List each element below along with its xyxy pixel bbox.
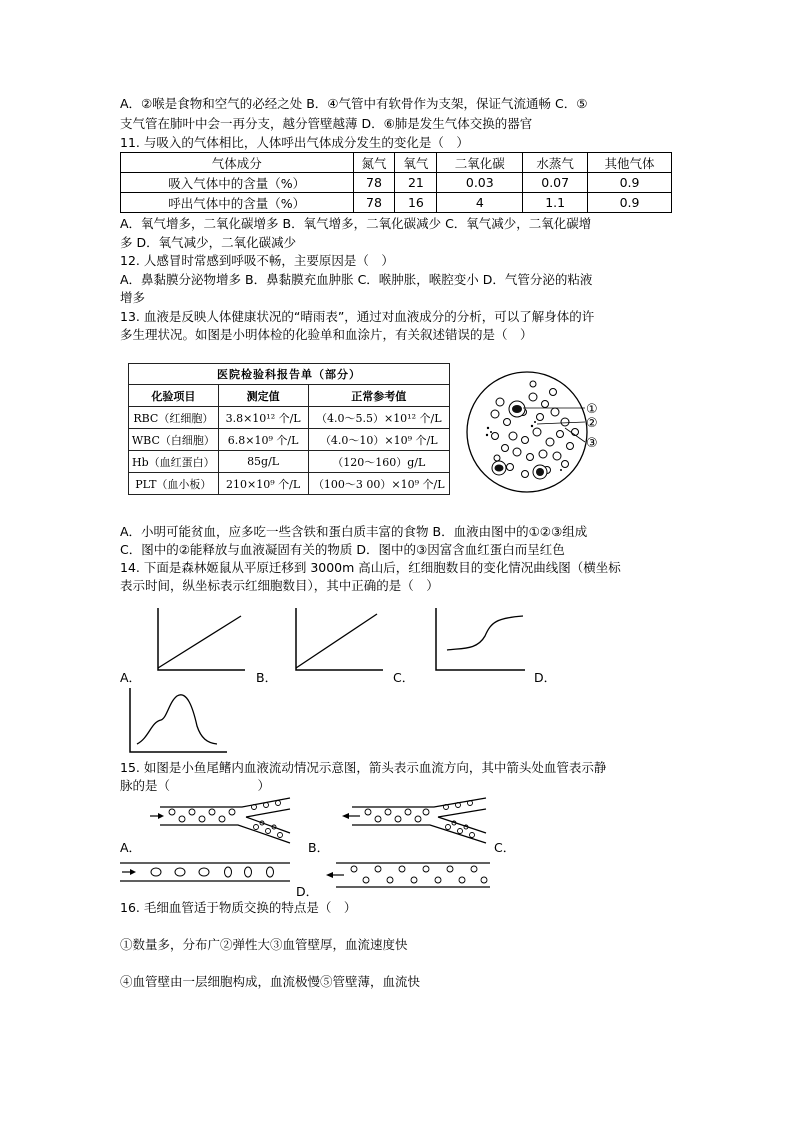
table-row xyxy=(129,429,450,451)
q12-question: 12. 人感冒时常感到呼吸不畅，主要原因是（ ） xyxy=(120,253,394,268)
table-cell: WBC（白细胞） xyxy=(129,429,219,451)
table-cell: 16 xyxy=(395,193,437,213)
q11-table-header-row xyxy=(121,153,672,173)
table-row xyxy=(129,407,450,429)
header-cell: 氮气 xyxy=(353,153,395,173)
table-cell: 0.07 xyxy=(523,173,588,193)
blood-cells xyxy=(365,801,475,838)
blood-cells xyxy=(169,801,283,838)
q13-question-line1: 13. 血液是反映人体健康状况的“晴雨表”，通过对血液成分的分析，可以了解身体的许 xyxy=(120,309,595,324)
header-cell: 气体成分 xyxy=(121,153,354,173)
table-row xyxy=(121,173,672,193)
q14-label-a: A． xyxy=(120,670,142,685)
q15-question-line2: 脉的是（ ） xyxy=(120,778,271,793)
vessel-diagram-a xyxy=(150,797,295,845)
q14-label-b: B． xyxy=(256,670,278,685)
q13-options-line2: C．图中的②能释放与血液凝固有关的物质 D．图中的③因富含血红蛋白而呈红色 xyxy=(120,542,565,557)
table-cell: Hb（血红蛋白） xyxy=(129,451,219,473)
q15-label-d: D． xyxy=(296,884,319,899)
table-cell: 78 xyxy=(353,173,395,193)
q12-options-line2: 增多 xyxy=(120,290,146,305)
q13-question-line2: 多生理状况。如图是小明体检的化验单和血涂片，有关叙述错误的是（ ） xyxy=(120,327,533,342)
table-cell: 85g/L xyxy=(218,451,308,473)
header-cell: 正常参考值 xyxy=(308,385,450,407)
white-blood-cells xyxy=(492,401,547,479)
q11-gas-table xyxy=(120,152,672,213)
q15-label-a: A． xyxy=(120,840,142,855)
table-row xyxy=(121,193,672,213)
graph-c xyxy=(433,608,525,672)
q11-question: 11. 与吸入的气体相比，人体呼出气体成分发生的变化是（ ） xyxy=(120,135,469,150)
header-cell: 水蒸气 xyxy=(523,153,588,173)
report-title: 医院检验科报告单（部分） xyxy=(129,364,450,385)
vessel-diagram-b xyxy=(338,797,488,845)
table-cell: 210×10⁹ 个/L xyxy=(218,473,308,495)
table-cell: 1.1 xyxy=(523,193,588,213)
q14-question-line2: 表示时间，纵坐标表示红细胞数目），其中正确的是（ ） xyxy=(120,578,439,593)
q11-options-line1: A．氧气增多，二氧化碳增多 B．氧气增多，二氧化碳减少 C．氧气减少，二氧化碳增 xyxy=(120,216,592,231)
table-cell: 78 xyxy=(353,193,395,213)
report-header-row xyxy=(129,385,450,407)
q14-label-c: C． xyxy=(393,670,415,685)
table-cell: 4 xyxy=(437,193,523,213)
table-cell: （100～3 00）×10⁹ 个/L xyxy=(308,473,450,495)
table-cell: PLT（血小板） xyxy=(129,473,219,495)
table-cell: 0.9 xyxy=(588,193,672,213)
header-cell: 化验项目 xyxy=(129,385,219,407)
graph-b xyxy=(293,608,383,672)
blood-cells xyxy=(351,866,487,883)
q15-label-b: B． xyxy=(308,840,330,855)
table-cell: （4.0～5.5）×10¹² 个/L xyxy=(308,407,450,429)
q15-question-line1: 15. 如图是小鱼尾鳍内血液流动情况示意图，箭头表示血流方向，其中箭头处血管表示静 xyxy=(120,760,607,775)
header-cell: 氧气 xyxy=(395,153,437,173)
header-cell: 其他气体 xyxy=(588,153,672,173)
q13-options-line1: A．小明可能贫血，应多吃一些含铁和蛋白质丰富的食物 B．血液由图中的①②③组成 xyxy=(120,524,588,539)
q14-question-line1: 14. 下面是森林姬鼠从平原迁移到 3000m 高山后，红细胞数目的变化情况曲线图（横坐标 xyxy=(120,560,621,575)
smear-label-3: ③ xyxy=(586,436,598,451)
smear-label-1: ① xyxy=(586,402,598,417)
q16-question: 16. 毛细血管适于物质交换的特点是（ ） xyxy=(120,900,357,915)
vessel-diagram-c xyxy=(120,860,290,886)
table-cell: 21 xyxy=(395,173,437,193)
table-cell: 6.8×10⁹ 个/L xyxy=(218,429,308,451)
table-cell: 3.8×10¹² 个/L xyxy=(218,407,308,429)
header-cell: 二氧化碳 xyxy=(437,153,523,173)
table-cell: （120～160）g/L xyxy=(308,451,450,473)
q10-options-line2: 支气管在肺叶中会一再分支，越分管壁越薄 D．⑥肺是发生气体交换的器官 xyxy=(120,116,533,131)
table-row xyxy=(129,451,450,473)
smear-outline xyxy=(467,372,587,492)
vessel-diagram-d xyxy=(322,860,490,890)
graph-d xyxy=(127,688,227,754)
q10-options-line1: A．②喉是食物和空气的必经之处 B．④气管中有软骨作为支架，保证气流通畅 C．⑤ xyxy=(120,96,588,111)
blood-cells xyxy=(151,867,274,877)
table-cell: （4.0～10）×10⁹ 个/L xyxy=(308,429,450,451)
q12-options-line1: A．鼻黏膜分泌物增多 B．鼻黏膜充血肿胀 C．喉肿胀，喉腔变小 D．气管分泌的粘液 xyxy=(120,272,593,287)
table-cell: 吸入气体中的含量（%） xyxy=(121,173,354,193)
table-cell: 0.03 xyxy=(437,173,523,193)
q11-options-line2: 多 D．氧气减少，二氧化碳减少 xyxy=(120,235,297,250)
table-cell: RBC（红细胞） xyxy=(129,407,219,429)
q14-label-d: D． xyxy=(534,670,557,685)
q16-option-line1: ①数量多，分布广②弹性大③血管壁厚，血流速度快 xyxy=(120,937,408,952)
smear-label-2: ② xyxy=(586,416,598,431)
q15-label-c: C． xyxy=(494,840,516,855)
table-cell: 0.9 xyxy=(588,173,672,193)
graph-a xyxy=(155,608,245,672)
table-row xyxy=(129,473,450,495)
q13-lab-report xyxy=(128,363,450,495)
blood-smear-figure xyxy=(465,352,625,512)
q16-option-line2: ④血管壁由一层细胞构成，血流极慢⑤管壁薄，血流快 xyxy=(120,974,421,989)
table-cell: 呼出气体中的含量（%） xyxy=(121,193,354,213)
header-cell: 测定值 xyxy=(218,385,308,407)
